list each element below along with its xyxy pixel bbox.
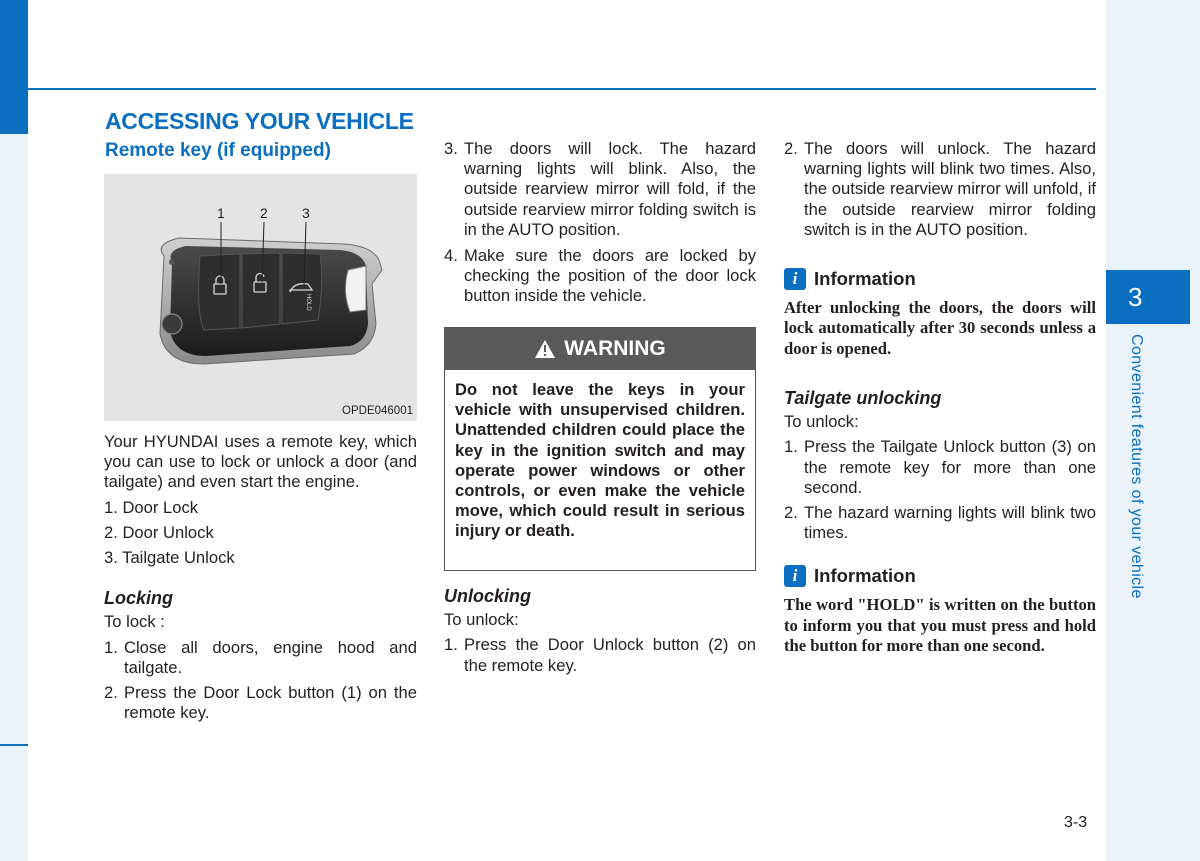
tailgate-intro: To unlock: — [784, 412, 859, 432]
warning-triangle-icon — [534, 339, 556, 359]
button-item-3: 3. Tailgate Unlock — [104, 548, 235, 568]
right-margin-band — [1106, 0, 1200, 861]
chapter-title: Convenient features of your vehicle — [1128, 334, 1145, 599]
remote-key-figure — [104, 174, 417, 421]
callout-2: 2 — [260, 205, 268, 221]
warning-header — [445, 328, 755, 370]
section-title: ACCESSING YOUR VEHICLE — [105, 108, 414, 134]
information-heading — [784, 268, 1096, 290]
information-heading — [784, 565, 1096, 587]
page-number: 3-3 — [1064, 814, 1088, 831]
list-text: The doors will lock. The hazard warning lights will blink. Also, the outside rearview mirror will fold, if the outside rearview mirror folding switch is in the AUTO position. — [464, 139, 756, 239]
warning-box — [444, 327, 756, 571]
list-text: The hazard warning lights will blink two times. — [804, 502, 1096, 543]
key-led — [169, 259, 175, 265]
unlocking-heading: Unlocking — [444, 586, 532, 606]
button-item-1: 1. Door Lock — [104, 497, 199, 517]
list-item — [784, 139, 1096, 240]
list-text: Press the Door Lock button (1) on the remote key. — [124, 683, 417, 723]
list-item — [444, 635, 756, 675]
hold-label: HOLD — [305, 294, 311, 311]
left-accent-line — [0, 744, 28, 746]
list-text: Make sure the doors are locked by checking the position of the door lock button inside the vehicle. — [464, 246, 756, 306]
left-accent-block — [0, 0, 28, 134]
list-item — [104, 638, 417, 678]
list-item — [784, 503, 1096, 543]
information-text: The word "HOLD" is written on the button to inform you that you must press and hold the button for more than one second. — [784, 595, 1096, 655]
sub-title: Remote key (if equipped) — [105, 140, 331, 161]
list-number: 2. — [104, 683, 118, 703]
list-item — [784, 437, 1096, 498]
list-number: 1. — [784, 437, 798, 457]
header-rule — [28, 88, 1096, 90]
warning-text: Do not leave the keys in your vehicle with unsupervised children. Unattended children could place the key in the ignition switch and may operate power windows or other controls, or even make the vehicle move, which could result in serious injury or death. — [455, 380, 745, 541]
list-text: Press the Tailgate Unlock button (3) on the remote key for more than one second. — [804, 437, 1096, 497]
key-release-button — [162, 314, 182, 334]
locking-heading: Locking — [104, 588, 174, 609]
callout-3: 3 — [302, 205, 310, 221]
list-number: 2. — [784, 139, 798, 158]
button-item-2: 2. Door Unlock — [104, 522, 214, 542]
list-text: Press the Door Unlock button (2) on the remote key. — [464, 635, 756, 675]
list-number: 1. — [444, 635, 458, 655]
tailgate-unlock-button — [282, 253, 322, 324]
list-item — [444, 246, 756, 307]
information-text: After unlocking the doors, the doors will lock automatically after 30 seconds unless a door is opened. — [784, 298, 1096, 358]
list-text: Close all doors, engine hood and tailgate. — [124, 637, 417, 677]
callout-1: 1 — [217, 205, 225, 221]
warning-title: WARNING — [564, 337, 666, 360]
locking-intro: To lock : — [104, 612, 165, 632]
door-unlock-button — [242, 253, 280, 328]
info-icon: i — [784, 565, 806, 587]
list-number: 1. — [104, 637, 118, 657]
intro-paragraph: Your HYUNDAI uses a remote key, which you can use to lock or unlock a door (and tailgate) and even start the engine. — [104, 432, 417, 492]
chapter-number-tab: 3 — [1106, 270, 1190, 324]
info-icon: i — [784, 268, 806, 290]
list-text: The doors will unlock. The hazard warning lights will blink two times. Also, the outside rearview mirror will unfold, if the outside rearview mirror folding switch is in the AUTO position. — [804, 139, 1096, 239]
figure-code: OPDE046001 — [342, 405, 413, 417]
list-number: 2. — [784, 502, 798, 522]
list-number: 4. — [444, 246, 458, 266]
column-3 — [784, 139, 1096, 656]
list-number: 3. — [444, 139, 458, 158]
unlocking-intro: To unlock: — [444, 610, 519, 630]
column-2-lower — [444, 586, 756, 676]
column-1 — [104, 432, 417, 723]
information-title: Information — [814, 565, 916, 587]
list-item — [444, 139, 756, 240]
door-lock-button — [199, 254, 240, 330]
key-ring-slot — [345, 266, 366, 312]
information-title: Information — [814, 267, 916, 289]
list-item — [104, 683, 417, 723]
column-2 — [444, 139, 756, 307]
remote-key-illustration — [104, 174, 417, 421]
tailgate-heading: Tailgate unlocking — [784, 387, 942, 408]
